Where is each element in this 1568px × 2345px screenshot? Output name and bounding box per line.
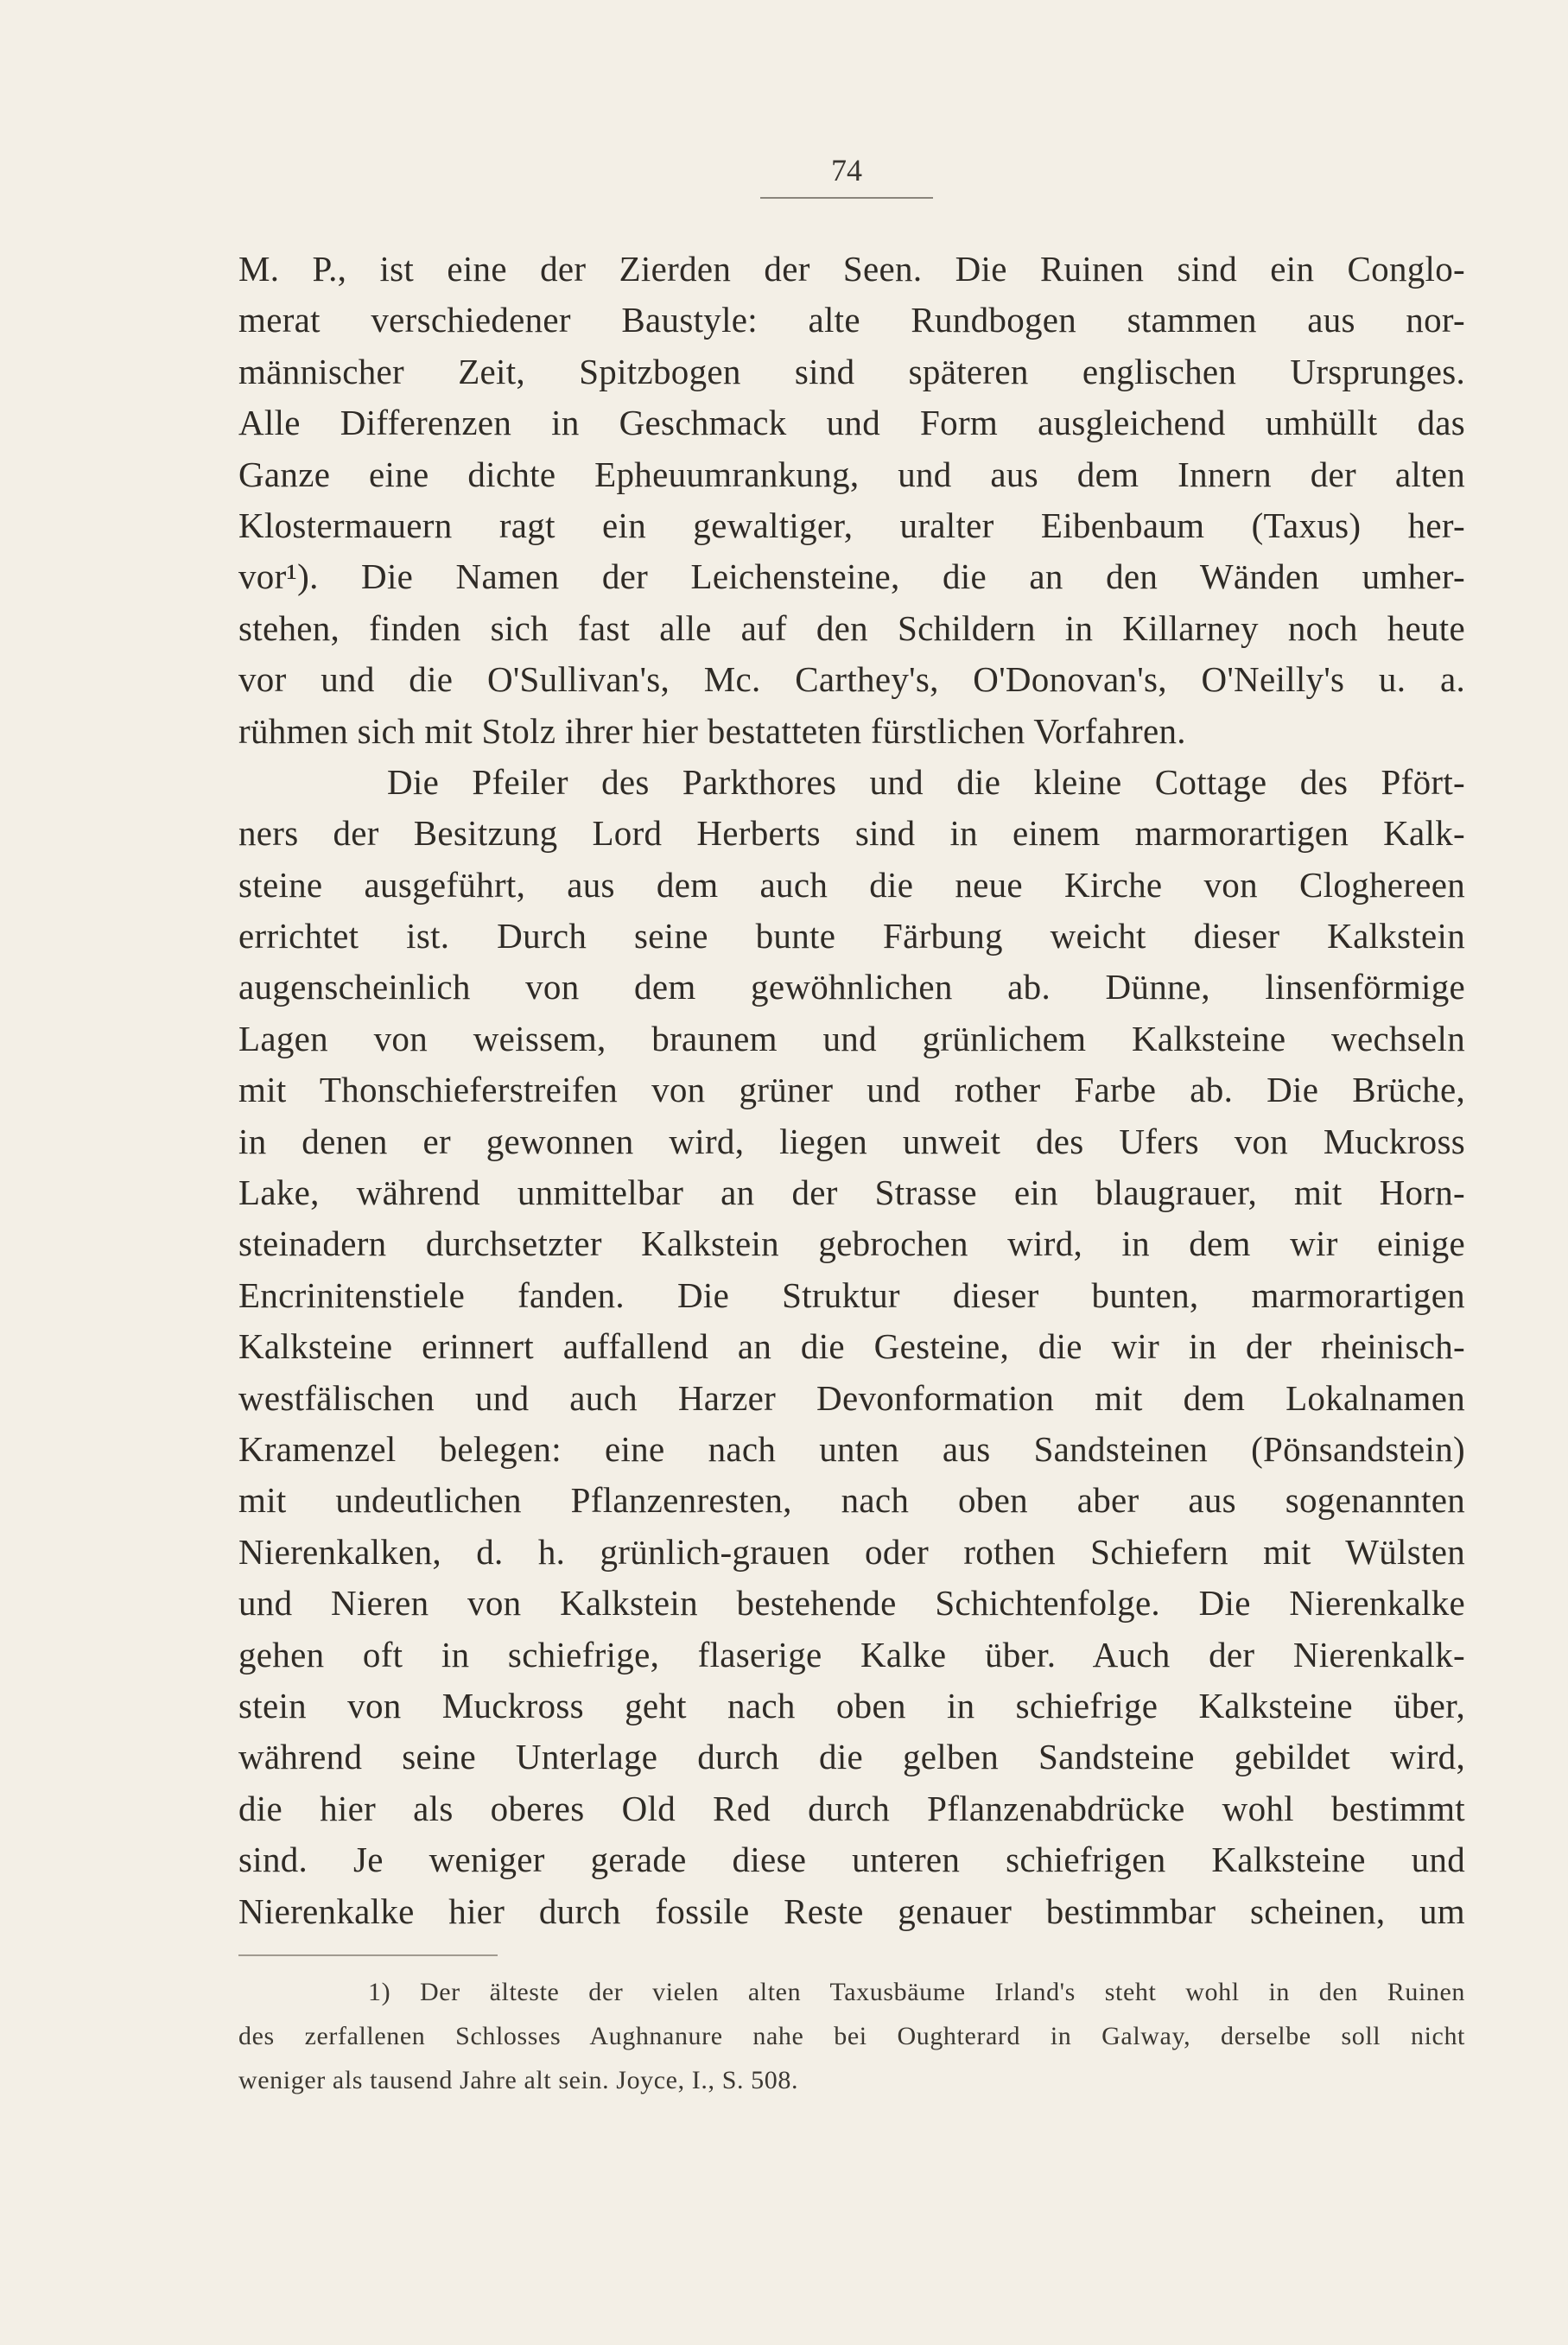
footnote-line: 1) Der älteste der vielen alten Taxusbäume Irland's steht wohl in den Ruinen: [368, 1978, 1465, 2006]
text-line: Kalksteine erinnert auffallend an die Gesteine, die wir in der rheinisch-: [238, 1326, 1465, 1367]
text-line: augenscheinlich von dem gewöhnlichen ab. Dünne, linsenförmige: [238, 967, 1465, 1007]
footnote: [238, 1970, 1465, 2102]
text-line: Nierenkalken, d. h. grünlich-grauen oder rothen Schiefern mit Wülsten: [238, 1531, 1465, 1572]
body-text: [238, 244, 1465, 1937]
text-line: westfälischen und auch Harzer Devonformation mit dem Lokalnamen: [238, 1377, 1465, 1418]
text-line: steine ausgeführt, aus dem auch die neue Kirche von Cloghereen: [238, 864, 1465, 905]
text-line: Alle Differenzen in Geschmack und Form ausgleichend umhüllt das: [238, 403, 1465, 443]
text-line: merat verschiedener Baustyle: alte Rundbogen stammen aus nor-: [238, 300, 1465, 340]
text-line: Lagen von weissem, braunem und grünlichem Kalksteine wechseln: [238, 1018, 1465, 1058]
text-line: die hier als oberes Old Red durch Pflanzenabdrücke wohl bestimmt: [238, 1788, 1465, 1828]
footnote-line: des zerfallenen Schlosses Aughnanure nahe bei Oughterard in Galway, derselbe soll nicht: [238, 2022, 1465, 2050]
text-line: Klostermauern ragt ein gewaltiger, uralter Eibenbaum (Taxus) her-: [238, 505, 1465, 545]
text-line: Ganze eine dichte Epheuumrankung, und aus dem Innern der alten: [238, 454, 1465, 494]
text-line: Die Pfeiler des Parkthores und die kleine Cottage des Pfört-: [387, 761, 1465, 802]
text-line: Lake, während unmittelbar an der Strasse ein blaugrauer, mit Horn-: [238, 1172, 1465, 1213]
text-line: männischer Zeit, Spitzbogen sind späteren englischen Ursprunges.: [238, 351, 1465, 391]
text-line: vor und die O'Sullivan's, Mc. Carthey's, O'Donovan's, O'Neilly's u. a.: [238, 659, 1465, 700]
text-line: sind. Je weniger gerade diese unteren schiefrigen Kalksteine und: [238, 1840, 1465, 1880]
text-line: ners der Besitzung Lord Herberts sind in einem marmorartigen Kalk-: [238, 813, 1465, 854]
text-line: mit undeutlichen Pflanzenresten, nach oben aber aus sogenannten: [238, 1480, 1465, 1521]
text-line: M. P., ist eine der Zierden der Seen. Die Ruinen sind ein Conglo-: [238, 249, 1465, 289]
text-line: Nierenkalke hier durch fossile Reste genauer bestimmbar scheinen, um: [238, 1891, 1465, 1931]
text-line: während seine Unterlage durch die gelben Sandsteine gebildet wird,: [238, 1737, 1465, 1777]
footnote-rule: [238, 1954, 498, 1956]
page-number: 74: [831, 153, 862, 187]
text-line: rühmen sich mit Stolz ihrer hier bestatteten fürstlichen Vorfahren.: [238, 710, 1186, 751]
header-rule: [760, 197, 933, 199]
text-line: Kramenzel belegen: eine nach unten aus Sandsteinen (Pönsandstein): [238, 1428, 1465, 1469]
text-line: errichtet ist. Durch seine bunte Färbung weicht dieser Kalkstein: [238, 916, 1465, 956]
text-line: mit Thonschieferstreifen von grüner und rother Farbe ab. Die Brüche,: [238, 1070, 1465, 1110]
text-line: Encrinitenstiele fanden. Die Struktur dieser bunten, marmorartigen: [238, 1274, 1465, 1315]
text-line: in denen er gewonnen wird, liegen unweit des Ufers von Muckross: [238, 1121, 1465, 1161]
text-line: stein von Muckross geht nach oben in schiefrige Kalksteine über,: [238, 1685, 1465, 1725]
text-line: und Nieren von Kalkstein bestehende Schichtenfolge. Die Nierenkalke: [238, 1583, 1465, 1624]
text-line: gehen oft in schiefrige, flaserige Kalke über. Auch der Nierenkalk-: [238, 1634, 1465, 1675]
text-line: stehen, finden sich fast alle auf den Schildern in Killarney noch heute: [238, 607, 1465, 648]
footnote-line: weniger als tausend Jahre alt sein. Joyce, I., S. 508.: [238, 2066, 799, 2094]
text-line: steinadern durchsetzter Kalkstein gebrochen wird, in dem wir einige: [238, 1223, 1465, 1264]
text-line: vor¹). Die Namen der Leichensteine, die an den Wänden umher-: [238, 556, 1465, 597]
